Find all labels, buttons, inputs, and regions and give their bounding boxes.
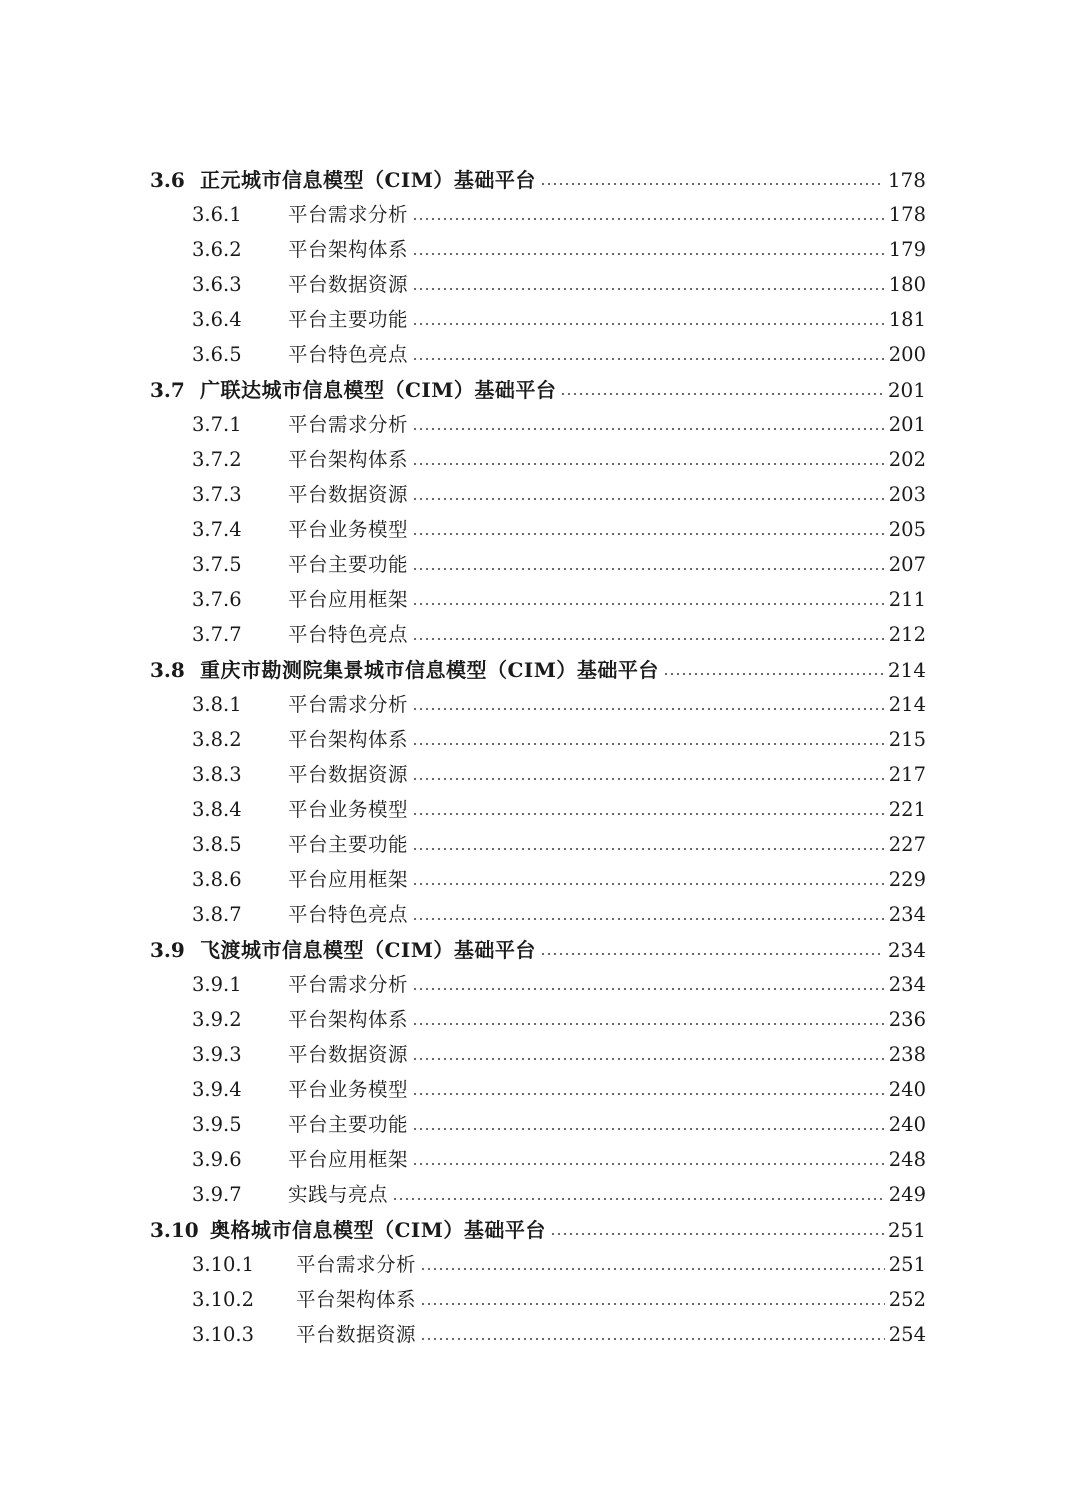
toc-entry-title: 平台需求分析 xyxy=(296,1253,417,1276)
toc-entry-page: 200 xyxy=(888,343,926,366)
toc-entry-page: 248 xyxy=(888,1148,926,1171)
toc-entry-page: 227 xyxy=(888,833,926,856)
toc-entry[interactable] xyxy=(150,935,926,965)
dot-leader xyxy=(412,638,885,640)
toc-entry[interactable] xyxy=(150,515,926,545)
dot-leader xyxy=(412,323,885,325)
toc-entry-title: 平台数据资源 xyxy=(288,1043,409,1066)
toc-entry-page: 252 xyxy=(888,1288,926,1311)
toc-entry-number: 3.8.5 xyxy=(192,833,242,856)
toc-entry-number: 3.9.2 xyxy=(192,1008,242,1031)
toc-entry-number: 3.6.4 xyxy=(192,308,242,331)
toc-entry-title: 正元城市信息模型（CIM）基础平台 xyxy=(200,168,536,192)
toc-entry[interactable] xyxy=(150,445,926,475)
dot-leader xyxy=(412,603,885,605)
toc-entry[interactable] xyxy=(150,830,926,860)
toc-entry[interactable] xyxy=(150,1180,926,1210)
toc-entry[interactable] xyxy=(150,200,926,230)
toc-entry-page: 254 xyxy=(888,1323,926,1346)
toc-entry[interactable] xyxy=(150,1075,926,1105)
toc-entry-number: 3.8.4 xyxy=(192,798,242,821)
toc-entry-page: 249 xyxy=(888,1183,926,1206)
toc-entry-number: 3.10.2 xyxy=(192,1288,255,1311)
toc-entry-number: 3.6.5 xyxy=(192,343,242,366)
dot-leader xyxy=(540,953,884,955)
dot-leader xyxy=(412,568,885,570)
toc-entry-number: 3.9.6 xyxy=(192,1148,242,1171)
toc-entry-page: 234 xyxy=(888,973,926,996)
toc-entry-number: 3.7.6 xyxy=(192,588,242,611)
toc-entry-number: 3.7.7 xyxy=(192,623,242,646)
dot-leader xyxy=(412,253,885,255)
toc-entry-number: 3.8.3 xyxy=(192,763,242,786)
toc-entry-number: 3.8.6 xyxy=(192,868,242,891)
toc-entry-title: 平台主要功能 xyxy=(288,833,409,856)
toc-entry-number: 3.7 xyxy=(150,378,185,402)
toc-entry-page: 181 xyxy=(888,308,926,331)
toc-entry-title: 平台需求分析 xyxy=(288,973,409,996)
toc-entry-title: 平台架构体系 xyxy=(288,448,409,471)
toc-entry-title: 平台数据资源 xyxy=(288,483,409,506)
toc-entry-page: 217 xyxy=(888,763,926,786)
dot-leader xyxy=(412,1023,885,1025)
toc-entry-title: 重庆市勘测院集景城市信息模型（CIM）基础平台 xyxy=(200,658,659,682)
dot-leader xyxy=(412,883,885,885)
toc-entry-page: 178 xyxy=(887,168,926,192)
toc-entry-title: 实践与亮点 xyxy=(288,1183,389,1206)
dot-leader xyxy=(412,848,885,850)
toc-entry-title: 平台业务模型 xyxy=(288,518,409,541)
toc-entry-number: 3.9 xyxy=(150,938,185,962)
toc-entry-title: 平台应用框架 xyxy=(288,868,409,891)
toc-entry-number: 3.7.4 xyxy=(192,518,242,541)
toc-entry[interactable] xyxy=(150,655,926,685)
dot-leader xyxy=(412,1093,885,1095)
dot-leader xyxy=(550,1233,884,1235)
toc-entry-title: 平台需求分析 xyxy=(288,693,409,716)
toc-entry-number: 3.8.1 xyxy=(192,693,242,716)
dot-leader xyxy=(412,288,885,290)
dot-leader xyxy=(412,358,885,360)
toc-entry-page: 215 xyxy=(888,728,926,751)
toc-entry-page: 207 xyxy=(888,553,926,576)
toc-entry[interactable] xyxy=(150,270,926,300)
toc-entry-number: 3.10.1 xyxy=(192,1253,255,1276)
dot-leader xyxy=(412,1058,885,1060)
toc-entry-page: 234 xyxy=(887,938,926,962)
toc-entry-number: 3.10 xyxy=(150,1218,199,1242)
dot-leader xyxy=(412,463,885,465)
toc-entry-title: 平台需求分析 xyxy=(288,203,409,226)
dot-leader xyxy=(412,533,885,535)
dot-leader xyxy=(412,428,885,430)
dot-leader xyxy=(412,1163,885,1165)
dot-leader xyxy=(392,1198,885,1200)
toc-entry-page: 180 xyxy=(888,273,926,296)
toc-entry-page: 240 xyxy=(888,1113,926,1136)
dot-leader xyxy=(412,1128,885,1130)
toc-entry[interactable] xyxy=(150,620,926,650)
toc-entry-number: 3.7.1 xyxy=(192,413,242,436)
toc-entry[interactable] xyxy=(150,725,926,755)
dot-leader xyxy=(420,1303,885,1305)
toc-entry-page: 211 xyxy=(888,588,926,611)
toc-entry[interactable] xyxy=(150,585,926,615)
toc-entry[interactable] xyxy=(150,480,926,510)
toc-entry-page: 229 xyxy=(888,868,926,891)
dot-leader xyxy=(412,218,885,220)
toc-entry-title: 奥格城市信息模型（CIM）基础平台 xyxy=(210,1218,546,1242)
toc-entry-title: 平台业务模型 xyxy=(288,1078,409,1101)
toc-entry-page: 251 xyxy=(888,1253,926,1276)
dot-leader xyxy=(412,498,885,500)
toc-entry-title: 平台特色亮点 xyxy=(288,623,409,646)
toc-entry-title: 平台主要功能 xyxy=(288,308,409,331)
toc-entry[interactable] xyxy=(150,760,926,790)
dot-leader xyxy=(412,813,885,815)
toc-entry-page: 251 xyxy=(887,1218,926,1242)
toc-entry-title: 平台架构体系 xyxy=(288,238,409,261)
toc-entry[interactable] xyxy=(150,165,926,195)
toc-entry-title: 平台业务模型 xyxy=(288,798,409,821)
toc-entry[interactable] xyxy=(150,795,926,825)
toc-entry-number: 3.8.7 xyxy=(192,903,242,926)
toc-entry-page: 214 xyxy=(887,658,926,682)
toc-entry-title: 平台特色亮点 xyxy=(288,903,409,926)
toc-entry-number: 3.6.2 xyxy=(192,238,242,261)
toc-entry[interactable] xyxy=(150,1250,926,1280)
toc-entry[interactable] xyxy=(150,865,926,895)
toc-entry-page: 212 xyxy=(888,623,926,646)
toc-entry-page: 202 xyxy=(888,448,926,471)
toc-entry[interactable] xyxy=(150,305,926,335)
toc-entry-title: 平台架构体系 xyxy=(288,1008,409,1031)
toc-entry-title: 平台数据资源 xyxy=(288,273,409,296)
toc-entry[interactable] xyxy=(150,1005,926,1035)
dot-leader xyxy=(412,918,885,920)
toc-entry-title: 平台架构体系 xyxy=(288,728,409,751)
toc-entry-number: 3.7.5 xyxy=(192,553,242,576)
toc-entry-number: 3.8 xyxy=(150,658,185,682)
dot-leader xyxy=(560,393,883,395)
dot-leader xyxy=(412,778,885,780)
dot-leader xyxy=(412,988,885,990)
toc-entry[interactable] xyxy=(150,690,926,720)
toc-entry[interactable] xyxy=(150,410,926,440)
toc-entry[interactable] xyxy=(150,375,926,405)
toc-entry[interactable] xyxy=(150,900,926,930)
toc-entry-number: 3.7.2 xyxy=(192,448,242,471)
toc-entry-page: 203 xyxy=(888,483,926,506)
toc-entry-number: 3.8.2 xyxy=(192,728,242,751)
toc-entry-title: 平台数据资源 xyxy=(296,1323,417,1346)
toc-entry-title: 平台应用框架 xyxy=(288,1148,409,1171)
toc-entry-title: 平台主要功能 xyxy=(288,1113,409,1136)
dot-leader xyxy=(412,708,885,710)
toc-entry-title: 平台架构体系 xyxy=(296,1288,417,1311)
toc-entry[interactable] xyxy=(150,1110,926,1140)
toc-entry-page: 236 xyxy=(888,1008,926,1031)
toc-entry[interactable] xyxy=(150,1145,926,1175)
toc-entry-number: 3.6.3 xyxy=(192,273,242,296)
toc-entry-page: 178 xyxy=(888,203,926,226)
dot-leader xyxy=(412,743,885,745)
toc-entry-number: 3.6.1 xyxy=(192,203,242,226)
toc-entry-page: 214 xyxy=(888,693,926,716)
toc-entry-title: 平台需求分析 xyxy=(288,413,409,436)
toc-entry-page: 201 xyxy=(888,413,926,436)
toc-entry[interactable] xyxy=(150,235,926,265)
toc-entry-number: 3.9.7 xyxy=(192,1183,242,1206)
toc-entry[interactable] xyxy=(150,340,926,370)
toc-entry-number: 3.9.3 xyxy=(192,1043,242,1066)
toc-entry-title: 平台主要功能 xyxy=(288,553,409,576)
toc-entry-number: 3.10.3 xyxy=(192,1323,255,1346)
toc-entry-page: 221 xyxy=(888,798,926,821)
toc-entry-number: 3.6 xyxy=(150,168,185,192)
dot-leader xyxy=(420,1268,885,1270)
toc-entry-page: 234 xyxy=(888,903,926,926)
toc-entry-title: 平台特色亮点 xyxy=(288,343,409,366)
toc-entry[interactable] xyxy=(150,1040,926,1070)
toc-entry-number: 3.9.4 xyxy=(192,1078,242,1101)
toc-entry-page: 179 xyxy=(888,238,926,261)
toc-entry-title: 广联达城市信息模型（CIM）基础平台 xyxy=(200,378,557,402)
toc-entry-title: 飞渡城市信息模型（CIM）基础平台 xyxy=(200,938,536,962)
toc-entry-page: 238 xyxy=(888,1043,926,1066)
toc-entry-number: 3.9.5 xyxy=(192,1113,242,1136)
toc-entry-page: 240 xyxy=(888,1078,926,1101)
toc-entry[interactable] xyxy=(150,970,926,1000)
toc-entry[interactable] xyxy=(150,1215,926,1245)
toc-entry-number: 3.9.1 xyxy=(192,973,242,996)
toc-entry-title: 平台应用框架 xyxy=(288,588,409,611)
dot-leader xyxy=(663,673,884,675)
toc-entry-number: 3.7.3 xyxy=(192,483,242,506)
toc-entry-page: 201 xyxy=(887,378,926,402)
toc-entry[interactable] xyxy=(150,550,926,580)
dot-leader xyxy=(540,183,884,185)
toc-entry-page: 205 xyxy=(888,518,926,541)
toc-entry[interactable] xyxy=(150,1320,926,1350)
toc-entry[interactable] xyxy=(150,1285,926,1315)
dot-leader xyxy=(420,1338,885,1340)
toc-entry-title: 平台数据资源 xyxy=(288,763,409,786)
